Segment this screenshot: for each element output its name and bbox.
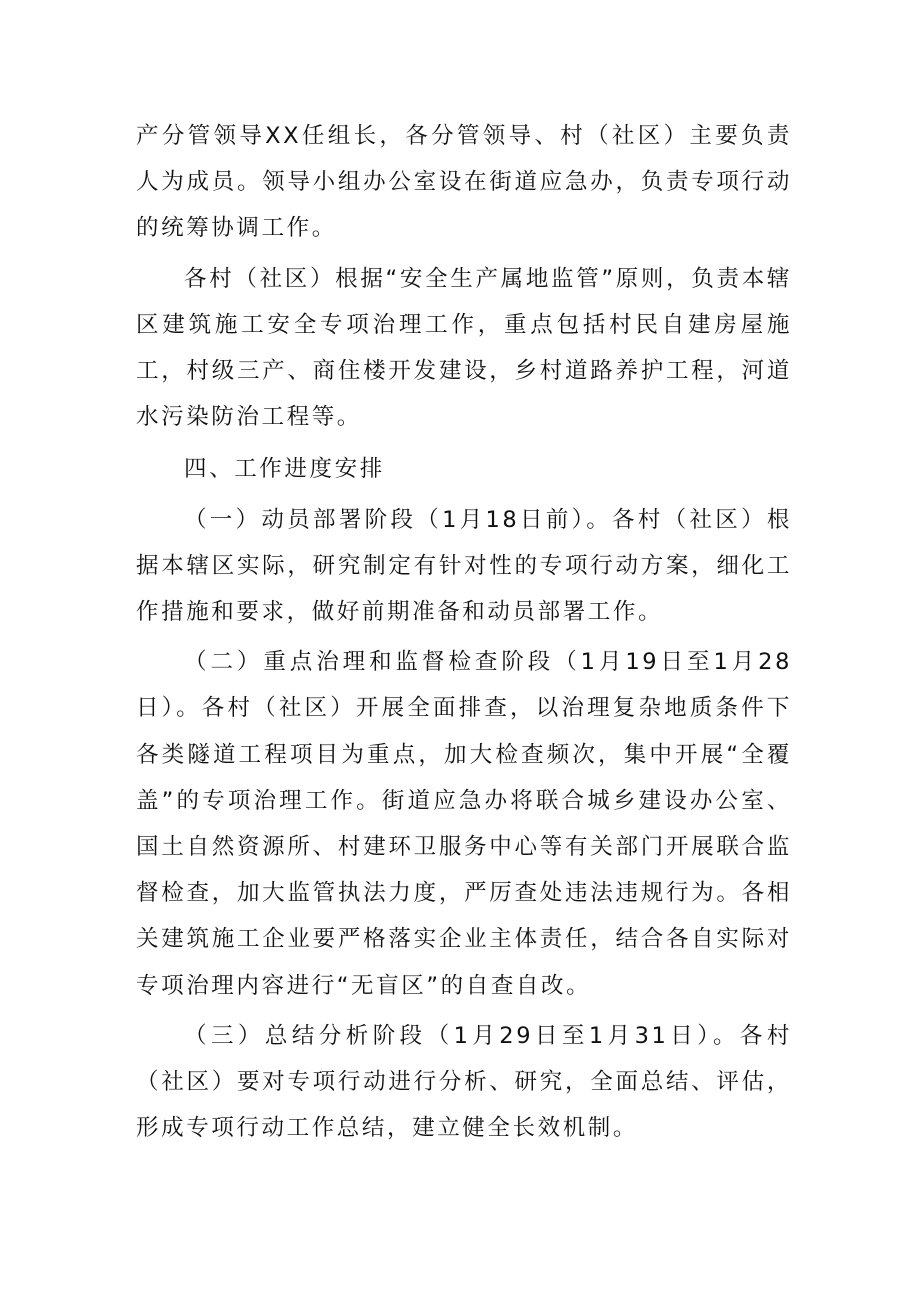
paragraph-leadership-group: 产分管领导XX任组长，各分管领导、村（社区）主要负责人为成员。领导小组办公室设在街道应急办，负责专项行动的统筹协调工作。 xyxy=(136,123,792,242)
paragraph-stage-inspection: （二）重点治理和监督检查阶段（1月19日至1月28日）。各村（社区）开展全面排查，以治理复杂地质条件下各类隧道工程项目为重点，加大检查频次，集中开展“全覆盖”的专项治理工作。街道应急办将联合城乡建设办公室、国土自然资源所、村建环卫服务中心等有关部门开展联合监督检查，加大监管执法力度，严厉查处违法违规行为。各相关建筑施工企业要严格落实企业主体责任，结合各自实际对专项治理内容进行“无盲区”的自查自改。 xyxy=(136,649,792,999)
document-body xyxy=(136,113,792,1151)
section-heading-schedule: 四、工作进度安排 xyxy=(184,456,385,483)
paragraph-stage-mobilization: （一）动员部署阶段（1月18日前）。各村（社区）根据本辖区实际，研究制定有针对性的专项行动方案，细化工作措施和要求，做好前期准备和动员部署工作。 xyxy=(136,506,792,626)
paragraph-village-responsibility: 各村（社区）根据“安全生产属地监管”原则，负责本辖区建筑施工安全专项治理工作，重点包括村民自建房屋施工，村级三产、商住楼开发建设，乡村道路养护工程，河道水污染防治工程等。 xyxy=(136,265,792,431)
paragraph-stage-summary: （三）总结分析阶段（1月29日至1月31日）。各村（社区）要对专项行动进行分析、研究，全面总结、评估，形成专项行动工作总结，建立健全长效机制。 xyxy=(136,1022,792,1142)
